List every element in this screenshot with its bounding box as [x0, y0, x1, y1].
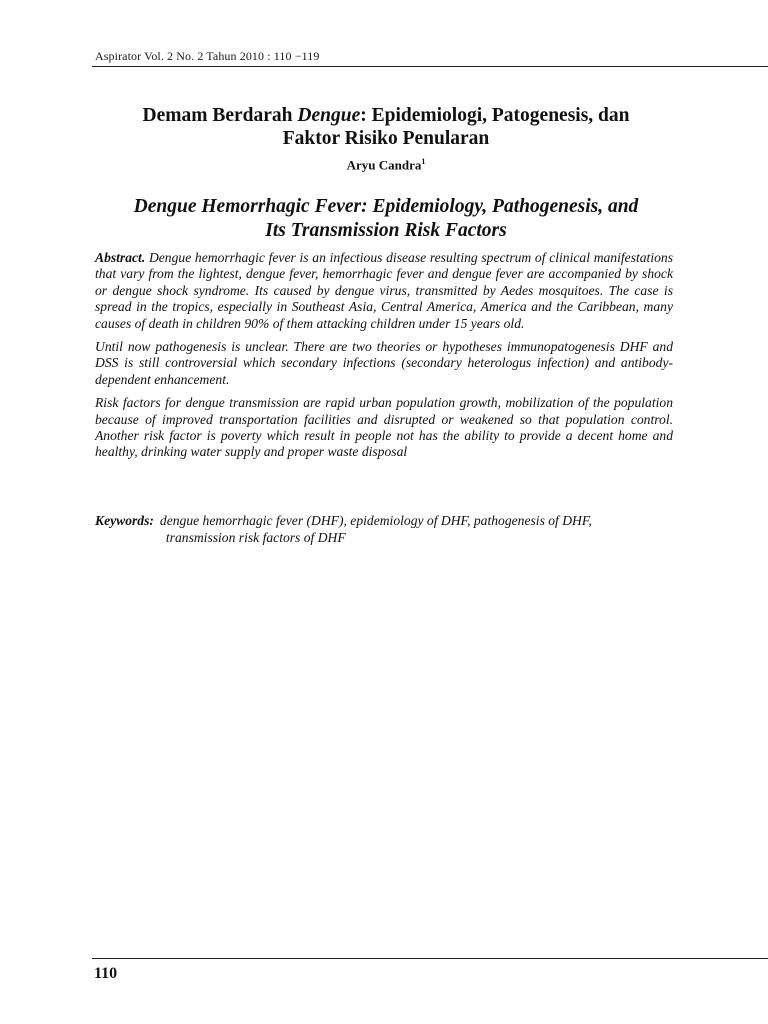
keywords-label: Keywords:	[95, 513, 154, 528]
keywords	[95, 512, 673, 546]
indonesian-title	[80, 104, 692, 150]
running-header: Aspirator Vol. 2 No. 2 Tahun 2010 : 110 −119	[95, 49, 320, 63]
keywords-line1: dengue hemorrhagic fever (DHF), epidemiology of DHF, pathogenesis of DHF,	[159, 513, 592, 528]
english-title	[80, 195, 692, 242]
abstract-paragraph-3: Risk factors for dengue transmission are rapid urban population growth, mobilization of the population because of improved transportation facilities and disrupted or weakened so that population control. Another risk factor is poverty which result in people not has the ability to provide a decent home and healthy, drinking water supply and proper waste disposal	[95, 395, 673, 460]
abstract	[95, 250, 673, 468]
indonesian-title-part2: : Epidemiologi, Patogenesis, dan	[360, 105, 630, 126]
header-rule	[92, 66, 768, 67]
abstract-label: Abstract.	[95, 250, 146, 265]
footer-rule	[92, 958, 768, 959]
indonesian-title-italic-word: Dengue	[297, 105, 361, 126]
abstract-paragraph-1-text: Dengue hemorrhagic fever is an infectious disease resulting spectrum of clinical manifestations that vary from the lightest, dengue fever, hemorrhagic fever and dengue fever are accompanied by shock or dengue shock syndrome. Its caused by dengue virus, transmitted by Aedes mosquitoes. The case is spread in the tropics, especially in Southeast Asia, Central America, America and the Caribbean, many causes of death in children 90% of them attacking children under 15 years old.	[95, 250, 673, 331]
abstract-paragraph-2: Until now pathogenesis is unclear. There are two theories or hypotheses immunopatogenesis DHF and DSS is still controversial which secondary infections (secondary heterologus infection) and antibody-dependent enhancement.	[95, 339, 673, 387]
indonesian-title-line1	[80, 104, 692, 127]
indonesian-title-line2: Faktor Risiko Penularan	[282, 128, 490, 149]
keywords-line2: transmission risk factors of DHF	[165, 530, 346, 545]
page-number: 110	[94, 965, 118, 982]
author-line	[80, 157, 692, 173]
english-title-line1: Dengue Hemorrhagic Fever: Epidemiology, Pathogenesis, and	[133, 196, 639, 217]
keywords-text	[160, 512, 673, 546]
affiliation-mark: 1	[421, 157, 426, 166]
indonesian-title-part1: Demam Berdarah	[142, 105, 298, 126]
abstract-paragraph-1	[95, 250, 673, 332]
author-name: Aryu Candra	[346, 157, 422, 173]
english-title-line2: Its Transmission Risk Factors	[265, 219, 507, 241]
